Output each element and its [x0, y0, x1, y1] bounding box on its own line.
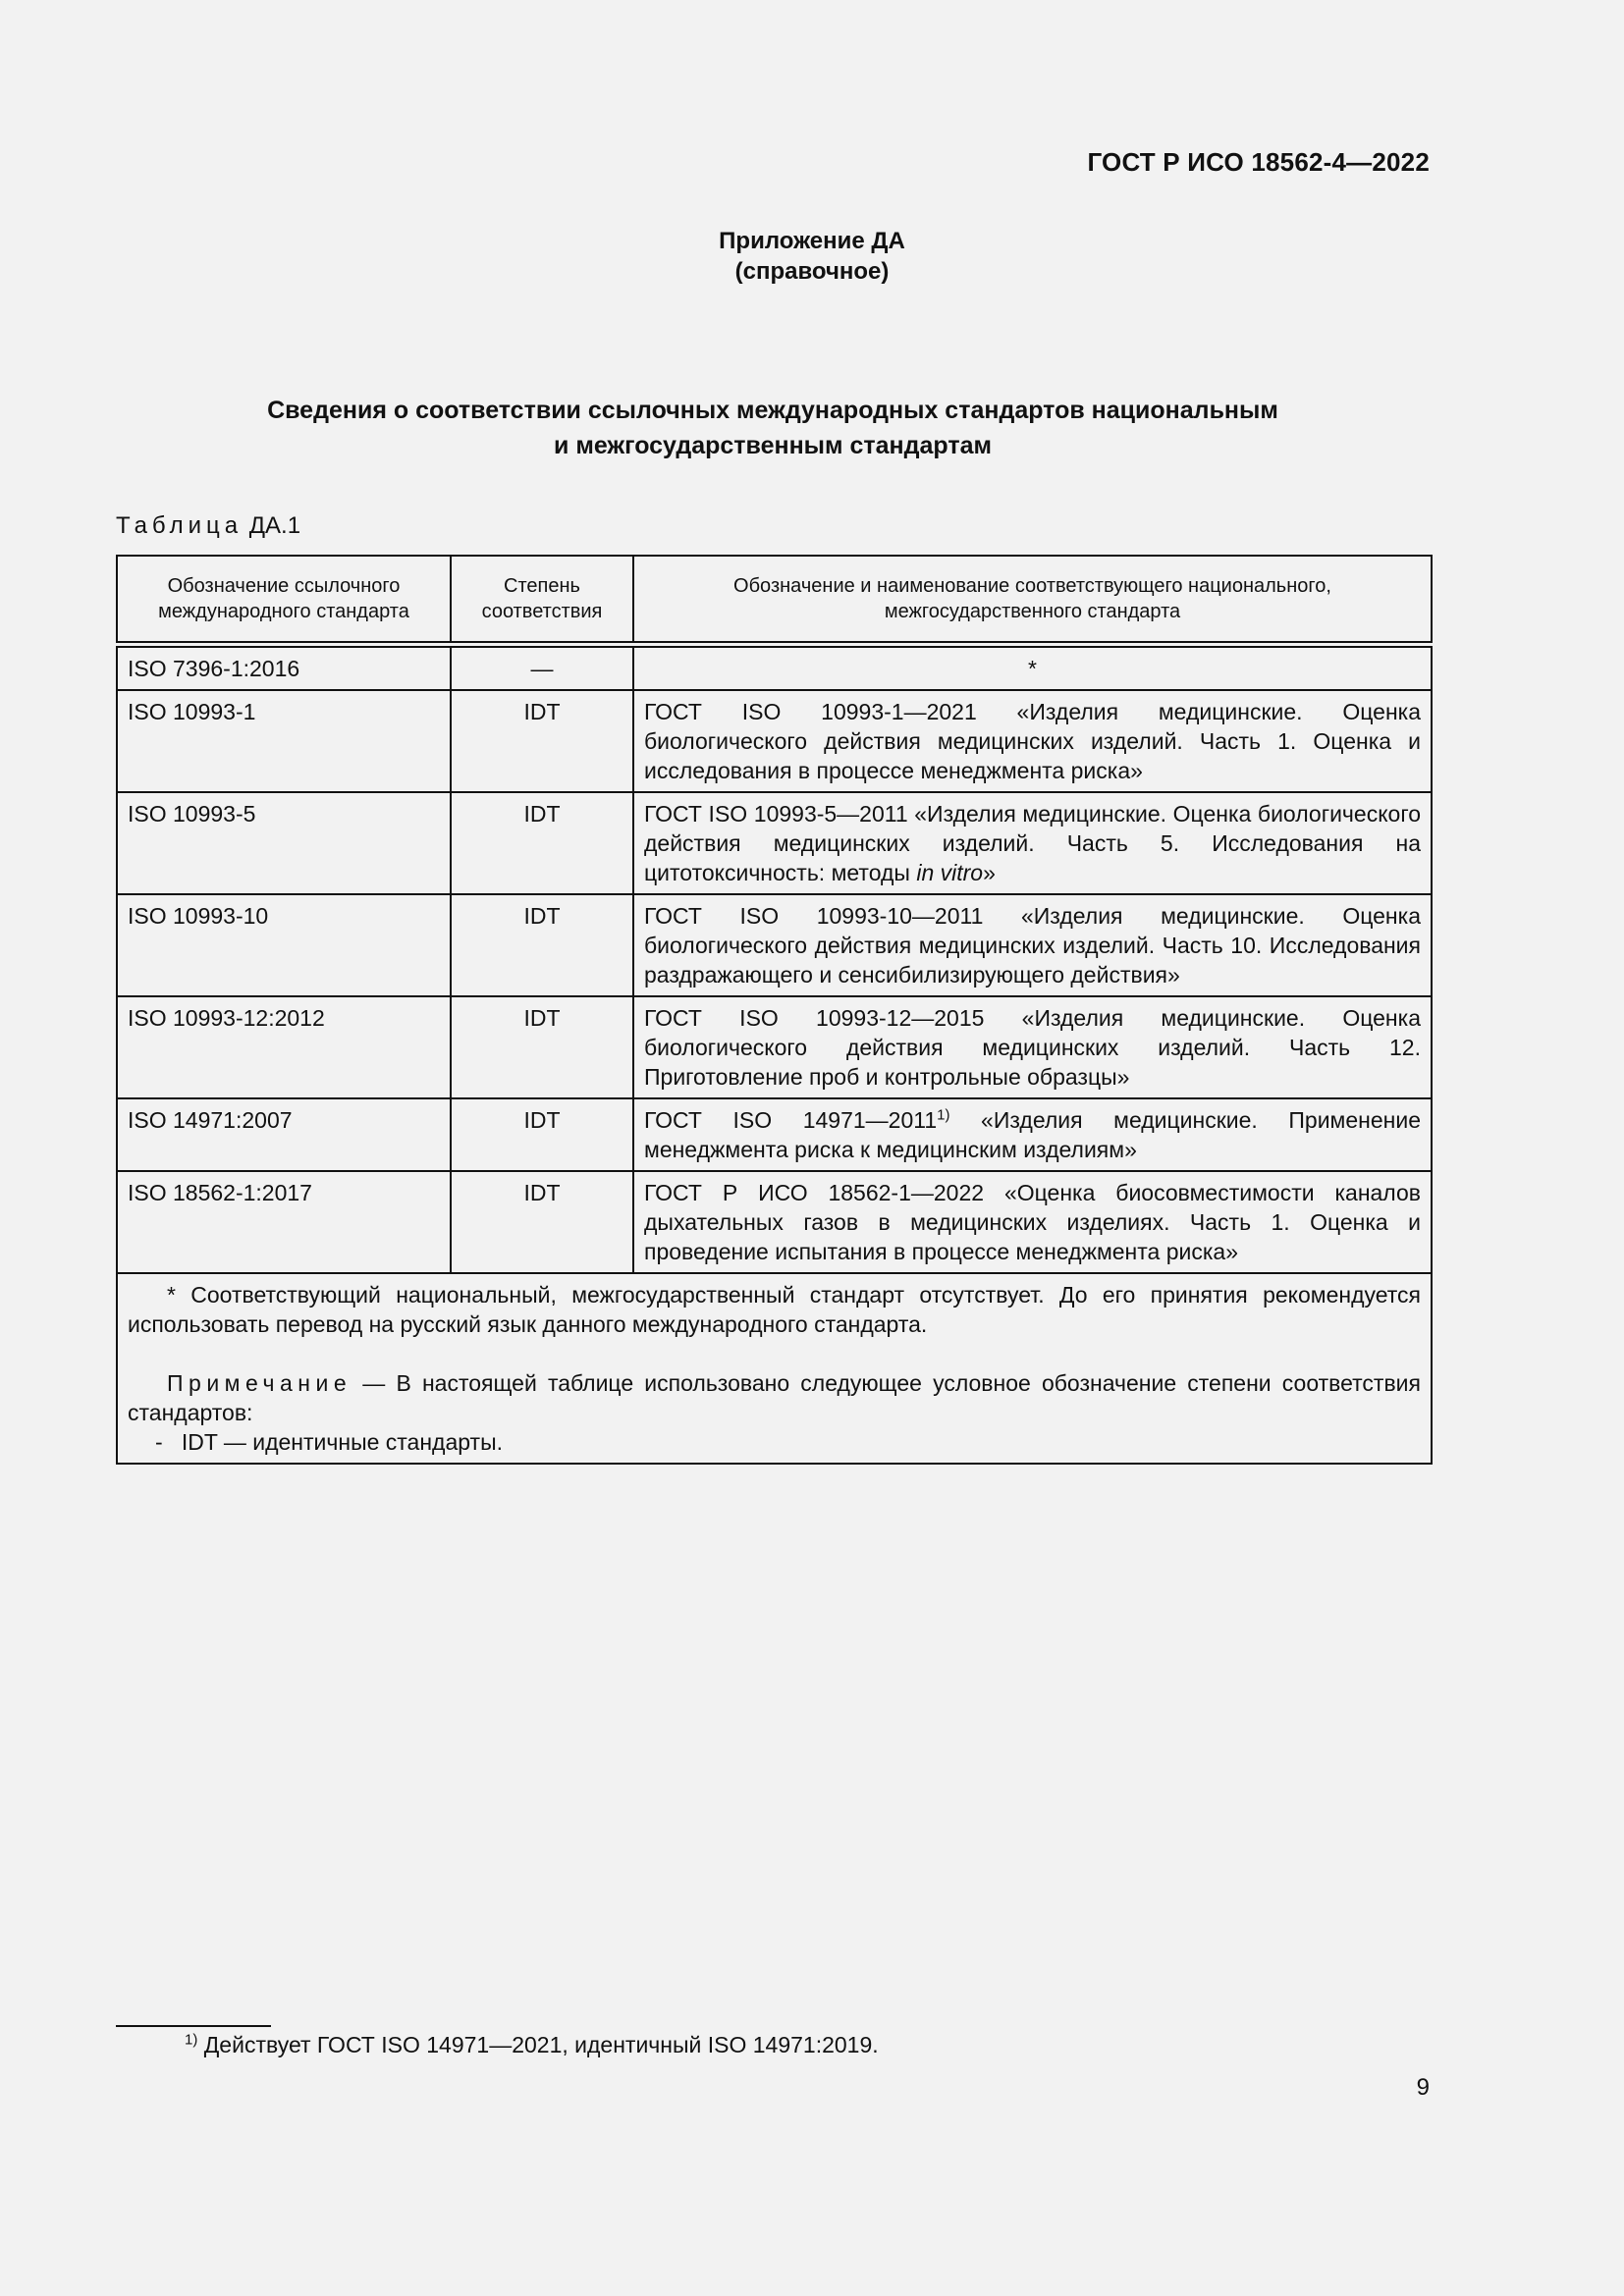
asterisk-note-text: * Соответствующий национальный, межгосударственный стандарт отсутствует. До его принятия рекомендуется использовать перевод на русский язык данного международного стандарта. [128, 1282, 1421, 1337]
section-title-line-2: и межгосударственным стандартам [554, 432, 992, 459]
annex-title: Приложение ДА [719, 228, 905, 254]
footnote-marker: 1) [185, 2031, 198, 2049]
desc-text: ГОСТ ISO 14971—2011 [644, 1107, 938, 1133]
desc-italic-text: in vitro [916, 860, 984, 885]
table-note-row [117, 1273, 1432, 1464]
table-row [117, 1171, 1432, 1273]
cell-ref: ISO 14971:2007 [117, 1098, 451, 1171]
table-row [117, 645, 1432, 691]
cell-degree: IDT [451, 1171, 633, 1273]
note-paragraph [128, 1368, 1421, 1427]
footnote-reference: 1) [937, 1106, 950, 1124]
column-header-degree: Степень соответствия [451, 556, 633, 645]
table-header-row [117, 556, 1432, 645]
cell-degree: IDT [451, 792, 633, 894]
document-code: ГОСТ Р ИСО 18562-4—2022 [1087, 147, 1430, 177]
cell-ref: ISO 10993-12:2012 [117, 996, 451, 1098]
section-title [0, 393, 1545, 463]
cell-ref: ISO 18562-1:2017 [117, 1171, 451, 1273]
cell-ref: ISO 10993-10 [117, 894, 451, 996]
table-note [117, 1273, 1432, 1464]
table-caption [116, 512, 300, 540]
cell-degree: IDT [451, 1098, 633, 1171]
cell-degree: IDT [451, 690, 633, 792]
cell-degree: IDT [451, 996, 633, 1098]
desc-text-end: «Изделия медицинские. Применение менеджмента риска к медицинским изделиям» [644, 1107, 1421, 1162]
note-list-item: - IDT — идентичные стандарты. [155, 1429, 504, 1455]
note-text: — В настоящей таблице использовано следующее условное обозначение степени соответствия стандартов: [128, 1370, 1421, 1425]
table-row [117, 690, 1432, 792]
asterisk-note [128, 1280, 1421, 1339]
cell-ref: ISO 7396-1:2016 [117, 645, 451, 691]
table-row [117, 792, 1432, 894]
note-label: Примечание [167, 1370, 352, 1396]
table-row [117, 1098, 1432, 1171]
table-caption-word: Таблица [116, 512, 244, 539]
cell-degree: — [451, 645, 633, 691]
footnote [185, 2030, 879, 2059]
table-row [117, 996, 1432, 1098]
page-number: 9 [1416, 2074, 1430, 2101]
cell-ref: ISO 10993-5 [117, 792, 451, 894]
table-caption-number: ДА.1 [248, 512, 301, 539]
standards-correspondence-table [116, 555, 1433, 1465]
column-header-ref: Обозначение ссылочного международного стандарта [117, 556, 451, 645]
footnote-text: Действует ГОСТ ISO 14971—2021, идентичный ISO 14971:2019. [197, 2032, 879, 2057]
cell-desc: * [633, 645, 1432, 691]
cell-desc: ГОСТ ISO 10993-10—2011 «Изделия медицинские. Оценка биологического действия медицинских изделий. Часть 10. Исследования раздражающего и сенсибилизирующего действия» [633, 894, 1432, 996]
cell-desc: ГОСТ Р ИСО 18562-1—2022 «Оценка биосовместимости каналов дыхательных газов в медицинских изделиях. Часть 1. Оценка и проведение испытания в процессе менеджмента риска» [633, 1171, 1432, 1273]
section-title-line-1: Сведения о соответствии ссылочных международных стандартов национальным [267, 397, 1278, 424]
cell-desc: ГОСТ ISO 10993-1—2021 «Изделия медицинские. Оценка биологического действия медицинских изделий. Часть 1. Оценка и исследования в процессе менеджмента риска» [633, 690, 1432, 792]
cell-degree: IDT [451, 894, 633, 996]
cell-desc [633, 1098, 1432, 1171]
annex-kind: (справочное) [734, 258, 890, 285]
desc-text: ГОСТ ISO 10993-5—2011 «Изделия медицинские. Оценка биологического действия медицинских изделий. Часть 5. Исследования на цитотоксичность: методы [644, 801, 1421, 885]
cell-desc: ГОСТ ISO 10993-12—2015 «Изделия медицинские. Оценка биологического действия медицинских изделий. Часть 12. Приготовление проб и контрольные образцы» [633, 996, 1432, 1098]
table-row [117, 894, 1432, 996]
footnote-separator [116, 2025, 271, 2027]
cell-desc [633, 792, 1432, 894]
desc-text-end: » [983, 860, 996, 885]
column-header-desc: Обозначение и наименование соответствующего национального, межгосударственного стандарта [633, 556, 1432, 645]
cell-ref: ISO 10993-1 [117, 690, 451, 792]
